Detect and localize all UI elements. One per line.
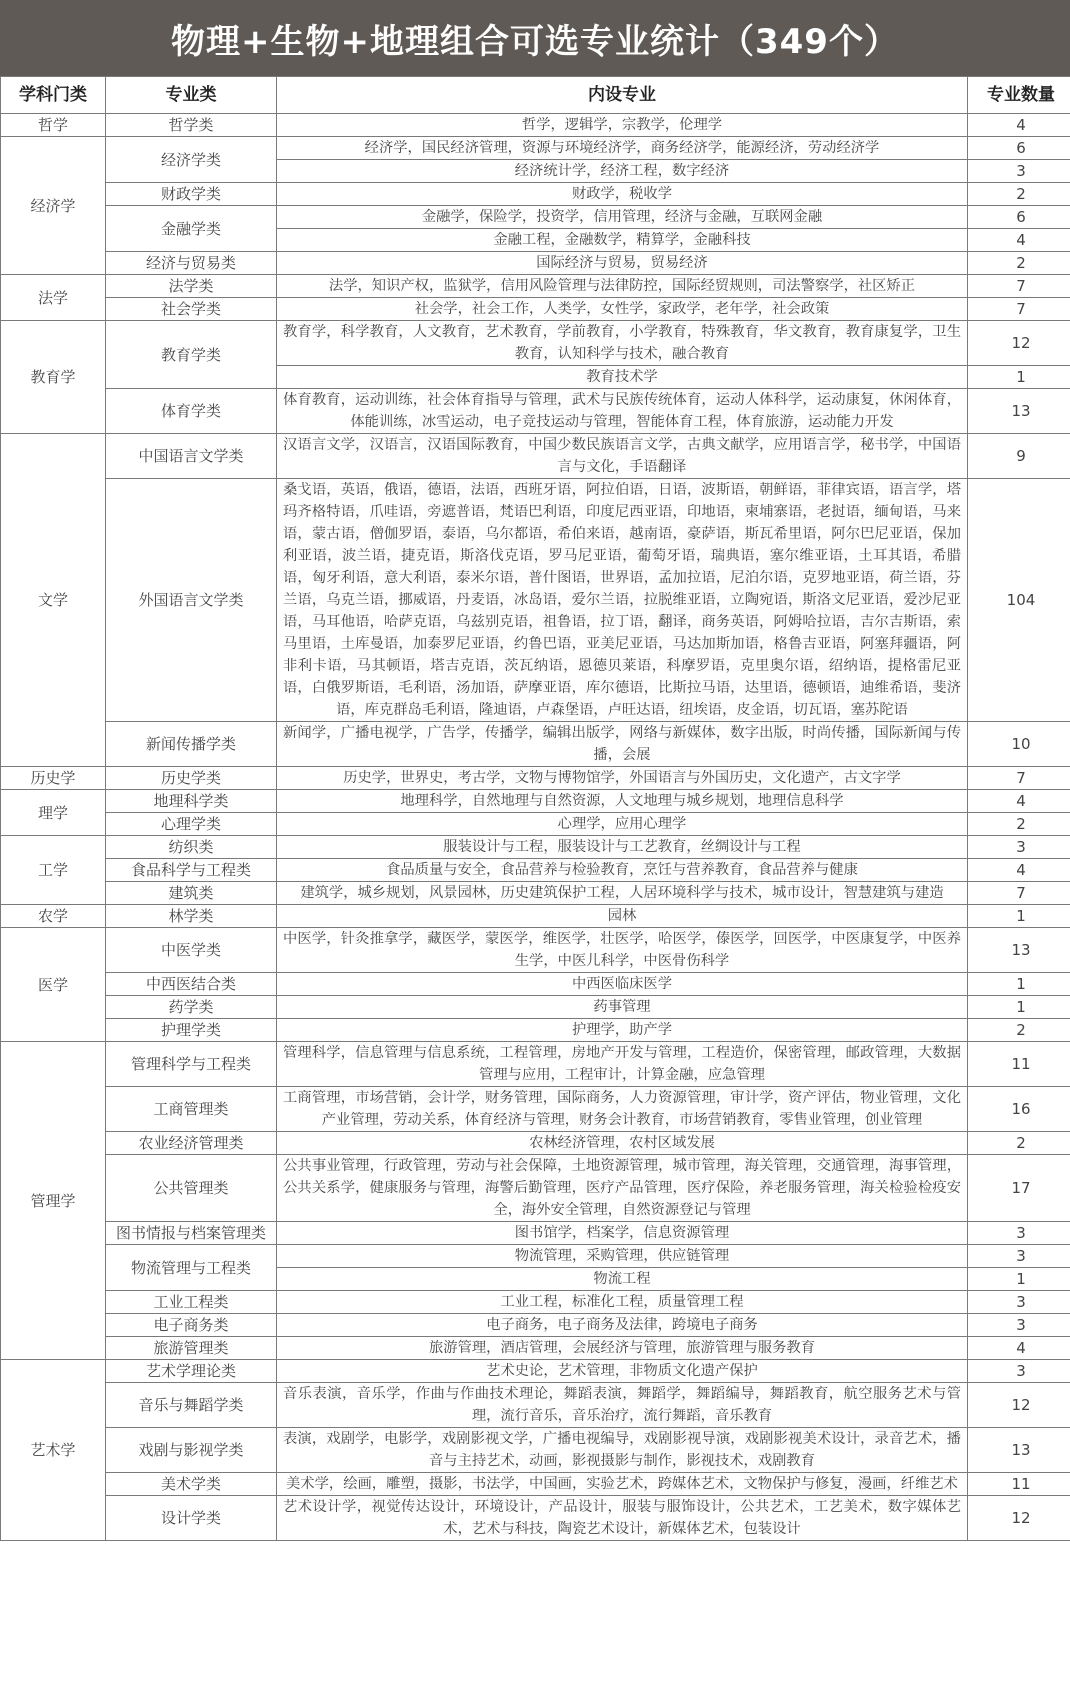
discipline-cell: 法学	[1, 275, 106, 321]
majors-cell: 法学，知识产权，监狱学，信用风险管理与法律防控，国际经贸规则，司法警察学，社区矫正	[277, 275, 968, 298]
category-cell: 经济与贸易类	[106, 252, 277, 275]
category-cell: 教育学类	[106, 321, 277, 389]
majors-cell: 教育技术学	[277, 366, 968, 389]
count-cell: 2	[968, 183, 1070, 206]
category-cell: 农业经济管理类	[106, 1132, 277, 1155]
count-cell: 6	[968, 137, 1070, 160]
category-cell: 中医学类	[106, 928, 277, 973]
majors-cell: 中医学，针灸推拿学，藏医学，蒙医学，维医学，壮医学，哈医学，傣医学，回医学，中医康复学，中医养生学，中医儿科学，中医骨伤科学	[277, 928, 968, 973]
discipline-cell: 农学	[1, 905, 106, 928]
table-row	[1, 905, 1070, 928]
count-cell: 2	[968, 252, 1070, 275]
category-cell: 新闻传播学类	[106, 722, 277, 767]
majors-cell: 经济学，国民经济管理，资源与环境经济学，商务经济学，能源经济，劳动经济学	[277, 137, 968, 160]
count-cell: 2	[968, 813, 1070, 836]
majors-cell: 建筑学，城乡规划，风景园林，历史建筑保护工程，人居环境科学与技术，城市设计，智慧建筑与建造	[277, 882, 968, 905]
major-table	[0, 76, 1070, 1541]
majors-cell: 地理科学，自然地理与自然资源，人文地理与城乡规划，地理信息科学	[277, 790, 968, 813]
count-cell: 3	[968, 1314, 1070, 1337]
category-cell: 物流管理与工程类	[106, 1245, 277, 1291]
category-cell: 护理学类	[106, 1019, 277, 1042]
table-row	[1, 1383, 1070, 1428]
table-row	[1, 1360, 1070, 1383]
table-row	[1, 790, 1070, 813]
category-cell: 艺术学理论类	[106, 1360, 277, 1383]
discipline-cell: 教育学	[1, 321, 106, 434]
count-cell: 4	[968, 114, 1070, 137]
category-cell: 经济学类	[106, 137, 277, 183]
category-cell: 工业工程类	[106, 1291, 277, 1314]
table-header-row	[1, 77, 1070, 114]
table-row	[1, 321, 1070, 366]
count-cell: 9	[968, 434, 1070, 479]
count-cell: 12	[968, 321, 1070, 366]
table-row	[1, 1132, 1070, 1155]
table-body	[1, 114, 1070, 1541]
table-row	[1, 1042, 1070, 1087]
count-cell: 3	[968, 1360, 1070, 1383]
majors-cell: 经济统计学，经济工程，数字经济	[277, 160, 968, 183]
majors-cell: 工业工程，标准化工程，质量管理工程	[277, 1291, 968, 1314]
count-cell: 2	[968, 1019, 1070, 1042]
table-row	[1, 973, 1070, 996]
count-cell: 12	[968, 1496, 1070, 1541]
category-cell: 法学类	[106, 275, 277, 298]
count-cell: 7	[968, 767, 1070, 790]
category-cell: 工商管理类	[106, 1087, 277, 1132]
table-row	[1, 137, 1070, 160]
count-cell: 3	[968, 1222, 1070, 1245]
page-title: 物理+生物+地理组合可选专业统计（349个）	[0, 0, 1070, 76]
category-cell: 金融学类	[106, 206, 277, 252]
table-row	[1, 1473, 1070, 1496]
count-cell: 10	[968, 722, 1070, 767]
table-row	[1, 252, 1070, 275]
majors-cell: 图书馆学，档案学，信息资源管理	[277, 1222, 968, 1245]
majors-cell: 电子商务，电子商务及法律，跨境电子商务	[277, 1314, 968, 1337]
discipline-cell: 哲学	[1, 114, 106, 137]
majors-cell: 艺术史论，艺术管理，非物质文化遗产保护	[277, 1360, 968, 1383]
category-cell: 哲学类	[106, 114, 277, 137]
count-cell: 1	[968, 996, 1070, 1019]
count-cell: 1	[968, 905, 1070, 928]
count-cell: 16	[968, 1087, 1070, 1132]
category-cell: 历史学类	[106, 767, 277, 790]
discipline-cell: 管理学	[1, 1042, 106, 1360]
count-cell: 4	[968, 1337, 1070, 1360]
count-cell: 7	[968, 882, 1070, 905]
table-row	[1, 1496, 1070, 1541]
table-row	[1, 114, 1070, 137]
table-row	[1, 722, 1070, 767]
table-row	[1, 767, 1070, 790]
category-cell: 管理科学与工程类	[106, 1042, 277, 1087]
majors-cell: 体育教育，运动训练，社会体育指导与管理，武术与民族传统体育，运动人体科学，运动康复，休闲体育，体能训练，冰雪运动，电子竞技运动与管理，智能体育工程，体育旅游，运动能力开发	[277, 389, 968, 434]
table-row	[1, 882, 1070, 905]
majors-cell: 工商管理，市场营销，会计学，财务管理，国际商务，人力资源管理，审计学，资产评估，物业管理，文化产业管理，劳动关系，体育经济与管理，财务会计教育，市场营销教育，零售业管理，创业管理	[277, 1087, 968, 1132]
count-cell: 11	[968, 1042, 1070, 1087]
majors-cell: 旅游管理，酒店管理，会展经济与管理，旅游管理与服务教育	[277, 1337, 968, 1360]
majors-cell: 哲学，逻辑学，宗教学，伦理学	[277, 114, 968, 137]
table-row	[1, 479, 1070, 722]
table-row	[1, 836, 1070, 859]
count-cell: 1	[968, 366, 1070, 389]
majors-cell: 农林经济管理，农村区域发展	[277, 1132, 968, 1155]
category-cell: 外国语言文学类	[106, 479, 277, 722]
majors-cell: 财政学，税收学	[277, 183, 968, 206]
table-row	[1, 206, 1070, 229]
table-row	[1, 1155, 1070, 1222]
category-cell: 中西医结合类	[106, 973, 277, 996]
count-cell: 3	[968, 160, 1070, 183]
category-cell: 社会学类	[106, 298, 277, 321]
count-cell: 17	[968, 1155, 1070, 1222]
table-row	[1, 183, 1070, 206]
table-row	[1, 996, 1070, 1019]
count-cell: 3	[968, 1245, 1070, 1268]
majors-cell: 音乐表演，音乐学，作曲与作曲技术理论，舞蹈表演，舞蹈学，舞蹈编导，舞蹈教育，航空服务艺术与管理，流行音乐，音乐治疗，流行舞蹈，音乐教育	[277, 1383, 968, 1428]
discipline-cell: 历史学	[1, 767, 106, 790]
count-cell: 7	[968, 275, 1070, 298]
majors-cell: 汉语言文学，汉语言，汉语国际教育，中国少数民族语言文学，古典文献学，应用语言学，秘书学，中国语言与文化，手语翻译	[277, 434, 968, 479]
majors-cell: 公共事业管理，行政管理，劳动与社会保障，土地资源管理，城市管理，海关管理，交通管理，海事管理，公共关系学，健康服务与管理，海警后勤管理，医疗产品管理，医疗保险，养老服务管理，海关检验检疫安全，海外安全管理，自然资源登记与管理	[277, 1155, 968, 1222]
category-cell: 地理科学类	[106, 790, 277, 813]
discipline-cell: 工学	[1, 836, 106, 905]
table-row	[1, 859, 1070, 882]
majors-cell: 新闻学，广播电视学，广告学，传播学，编辑出版学，网络与新媒体，数字出版，时尚传播，国际新闻与传播，会展	[277, 722, 968, 767]
discipline-cell: 文学	[1, 434, 106, 767]
majors-cell: 物流工程	[277, 1268, 968, 1291]
majors-cell: 艺术设计学，视觉传达设计，环境设计，产品设计，服装与服饰设计，公共艺术，工艺美术，数字媒体艺术，艺术与科技，陶瓷艺术设计，新媒体艺术，包装设计	[277, 1496, 968, 1541]
table-row	[1, 928, 1070, 973]
count-cell: 1	[968, 973, 1070, 996]
count-cell: 13	[968, 928, 1070, 973]
category-cell: 音乐与舞蹈学类	[106, 1383, 277, 1428]
majors-cell: 护理学，助产学	[277, 1019, 968, 1042]
category-cell: 心理学类	[106, 813, 277, 836]
header-count: 专业数量	[968, 77, 1070, 114]
count-cell: 6	[968, 206, 1070, 229]
majors-cell: 中西医临床医学	[277, 973, 968, 996]
majors-cell: 教育学，科学教育，人文教育，艺术教育，学前教育，小学教育，特殊教育，华文教育，教育康复学，卫生教育，认知科学与技术，融合教育	[277, 321, 968, 366]
count-cell: 3	[968, 1291, 1070, 1314]
majors-cell: 国际经济与贸易，贸易经济	[277, 252, 968, 275]
category-cell: 纺织类	[106, 836, 277, 859]
majors-cell: 食品质量与安全，食品营养与检验教育，烹饪与营养教育，食品营养与健康	[277, 859, 968, 882]
count-cell: 4	[968, 229, 1070, 252]
majors-cell: 服装设计与工程，服装设计与工艺教育，丝绸设计与工程	[277, 836, 968, 859]
count-cell: 2	[968, 1132, 1070, 1155]
discipline-cell: 医学	[1, 928, 106, 1042]
table-row	[1, 1314, 1070, 1337]
majors-cell: 历史学，世界史，考古学，文物与博物馆学，外国语言与外国历史，文化遗产，古文字学	[277, 767, 968, 790]
table-row	[1, 813, 1070, 836]
count-cell: 12	[968, 1383, 1070, 1428]
category-cell: 戏剧与影视学类	[106, 1428, 277, 1473]
majors-cell: 金融工程，金融数学，精算学，金融科技	[277, 229, 968, 252]
table-row	[1, 1428, 1070, 1473]
count-cell: 3	[968, 836, 1070, 859]
count-cell: 104	[968, 479, 1070, 722]
category-cell: 设计学类	[106, 1496, 277, 1541]
count-cell: 13	[968, 389, 1070, 434]
majors-cell: 管理科学，信息管理与信息系统，工程管理，房地产开发与管理，工程造价，保密管理，邮政管理，大数据管理与应用，工程审计，计算金融，应急管理	[277, 1042, 968, 1087]
majors-cell: 金融学，保险学，投资学，信用管理，经济与金融，互联网金融	[277, 206, 968, 229]
discipline-cell: 理学	[1, 790, 106, 836]
category-cell: 中国语言文学类	[106, 434, 277, 479]
category-cell: 药学类	[106, 996, 277, 1019]
table-row	[1, 1291, 1070, 1314]
category-cell: 美术学类	[106, 1473, 277, 1496]
category-cell: 建筑类	[106, 882, 277, 905]
category-cell: 体育学类	[106, 389, 277, 434]
table-row	[1, 298, 1070, 321]
table-row	[1, 389, 1070, 434]
category-cell: 电子商务类	[106, 1314, 277, 1337]
table-row	[1, 1019, 1070, 1042]
table-row	[1, 275, 1070, 298]
header-majors: 内设专业	[277, 77, 968, 114]
discipline-cell: 经济学	[1, 137, 106, 275]
majors-cell: 社会学，社会工作，人类学，女性学，家政学，老年学，社会政策	[277, 298, 968, 321]
category-cell: 财政学类	[106, 183, 277, 206]
count-cell: 4	[968, 859, 1070, 882]
count-cell: 1	[968, 1268, 1070, 1291]
category-cell: 旅游管理类	[106, 1337, 277, 1360]
table-row	[1, 434, 1070, 479]
header-discipline: 学科门类	[1, 77, 106, 114]
majors-cell: 表演，戏剧学，电影学，戏剧影视文学，广播电视编导，戏剧影视导演，戏剧影视美术设计，录音艺术，播音与主持艺术，动画，影视摄影与制作，影视技术，戏剧教育	[277, 1428, 968, 1473]
count-cell: 4	[968, 790, 1070, 813]
category-cell: 图书情报与档案管理类	[106, 1222, 277, 1245]
majors-cell: 心理学，应用心理学	[277, 813, 968, 836]
table-row	[1, 1245, 1070, 1268]
count-cell: 13	[968, 1428, 1070, 1473]
count-cell: 7	[968, 298, 1070, 321]
category-cell: 公共管理类	[106, 1155, 277, 1222]
table-row	[1, 1222, 1070, 1245]
majors-cell: 物流管理，采购管理，供应链管理	[277, 1245, 968, 1268]
table-row	[1, 1087, 1070, 1132]
majors-cell: 园林	[277, 905, 968, 928]
count-cell: 11	[968, 1473, 1070, 1496]
majors-cell: 桑戈语，英语，俄语，德语，法语，西班牙语，阿拉伯语，日语，波斯语，朝鲜语，菲律宾语，语言学，塔玛齐格特语，爪哇语，旁遮普语，梵语巴利语，印度尼西亚语，印地语，柬埔寨语，老挝语，缅甸语，马来语，蒙古语，僧伽罗语，泰语，乌尔都语，希伯来语，越南语，豪萨语，斯瓦希里语，阿尔巴尼亚语，保加利亚语，波兰语，捷克语，斯洛伐克语，罗马尼亚语，葡萄牙语，瑞典语，塞尔维亚语，土耳其语，希腊语，匈牙利语，意大利语，泰米尔语，普什图语，世界语，孟加拉语，尼泊尔语，克罗地亚语，荷兰语，芬兰语，乌克兰语，挪威语，丹麦语，冰岛语，爱尔兰语，拉脱维亚语，立陶宛语，斯洛文尼亚语，爱沙尼亚语，马耳他语，哈萨克语，乌兹别克语，祖鲁语，拉丁语，翻译，商务英语，阿姆哈拉语，吉尔吉斯语，索马里语，土库曼语，加泰罗尼亚语，约鲁巴语，亚美尼亚语，马达加斯加语，格鲁吉亚语，阿塞拜疆语，阿非利卡语，马其顿语，塔吉克语，茨瓦纳语，恩德贝莱语，科摩罗语，克里奥尔语，绍纳语，提格雷尼亚语，白俄罗斯语，毛利语，汤加语，萨摩亚语，库尔德语，比斯拉马语，达里语，德顿语，迪维希语，斐济语，库克群岛毛利语，隆迪语，卢森堡语，卢旺达语，纽埃语，皮金语，切瓦语，塞苏陀语	[277, 479, 968, 722]
header-category: 专业类	[106, 77, 277, 114]
discipline-cell: 艺术学	[1, 1360, 106, 1541]
table-row	[1, 1337, 1070, 1360]
category-cell: 林学类	[106, 905, 277, 928]
majors-cell: 美术学，绘画，雕塑，摄影，书法学，中国画，实验艺术，跨媒体艺术，文物保护与修复，漫画，纤维艺术	[277, 1473, 968, 1496]
category-cell: 食品科学与工程类	[106, 859, 277, 882]
majors-cell: 药事管理	[277, 996, 968, 1019]
